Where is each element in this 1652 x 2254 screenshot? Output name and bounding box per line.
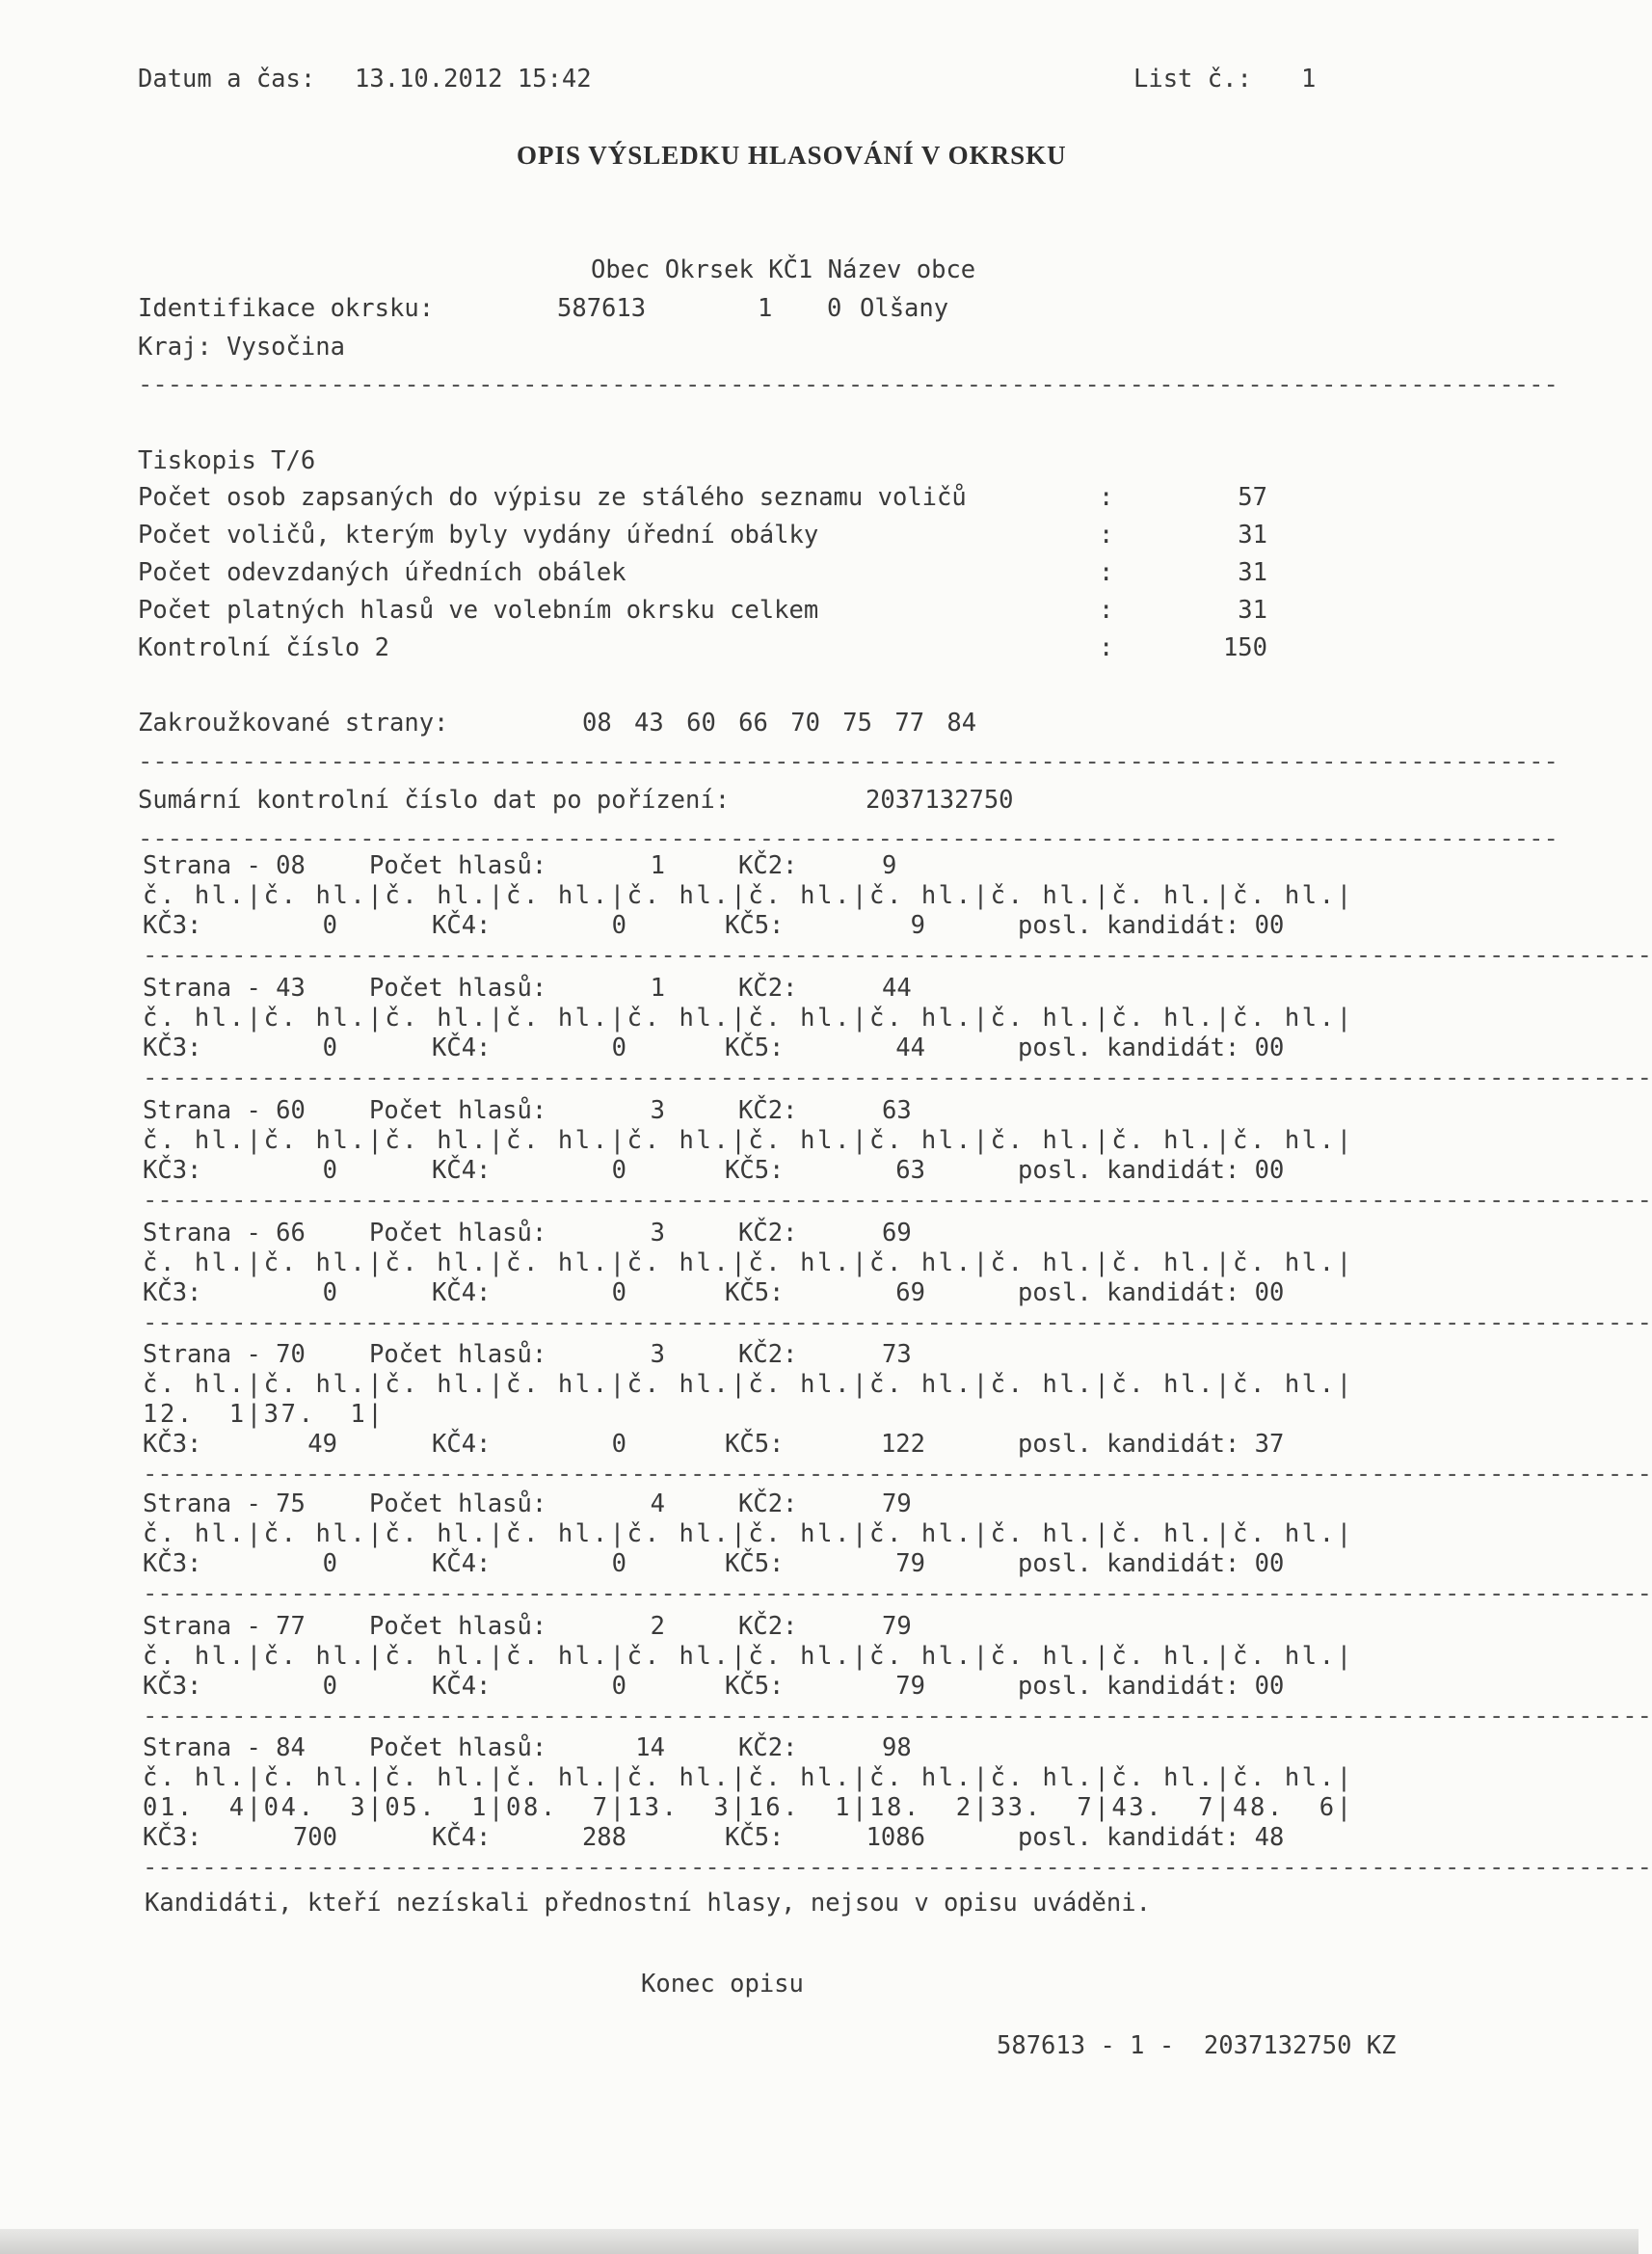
last-candidate: posl. kandidát: 00 [1018,1278,1285,1307]
kc5-value: 63 [895,1156,925,1185]
divider: ------------------------------------------------------------------------------------------------------ [143,1186,1652,1215]
party-number: Strana - 75 [143,1489,306,1518]
form-row-colon: : [1099,483,1114,512]
last-candidate: posl. kandidát: 00 [1018,911,1285,940]
kc4-label: KČ4: [432,1430,492,1459]
kc3-label: KČ3: [143,1156,202,1185]
form-row-label: Počet platných hlasů ve volebním okrsku celkem [138,596,819,625]
kc4-value: 0 [611,1430,626,1459]
kc4-label: KČ4: [432,911,492,940]
district-id-label: Identifikace okrsku: [138,294,435,323]
divider: ------------------------------------------------------------------------------------------------------ [143,1308,1652,1337]
kc3-value: 700 [292,1823,337,1852]
votes-value: 1 [650,851,665,880]
datetime-label: Datum a čas: [138,65,316,94]
kc3-value: 0 [322,1156,337,1185]
kc4-value: 0 [611,1278,626,1307]
kc2-value: 63 [882,1096,912,1125]
form-row-value: 31 [1238,596,1267,625]
kc2-label: KČ2: [738,1219,798,1248]
votes-value: 2 [650,1612,665,1641]
form-row-label: Počet voličů, kterým byly vydány úřední obálky [138,521,819,550]
form-row-label: Počet osob zapsaných do výpisu ze stálého seznamu voličů [138,483,967,512]
kc3-label: KČ3: [143,1672,202,1701]
kc5-value: 44 [895,1033,925,1062]
form-row-value: 31 [1238,558,1267,587]
kc2-label: KČ2: [738,1733,798,1762]
last-candidate: posl. kandidát: 00 [1018,1033,1285,1062]
last-candidate: posl. kandidát: 00 [1018,1672,1285,1701]
sheet-value: 1 [1301,65,1317,94]
datetime-value: 13.10.2012 15:42 [355,65,592,94]
kc3-label: KČ3: [143,911,202,940]
candidate-votes-row: 12. 1|37. 1| [143,1400,386,1429]
kc2-label: KČ2: [738,1612,798,1641]
party-number: Strana - 08 [143,851,306,880]
last-candidate: posl. kandidát: 37 [1018,1430,1285,1459]
last-candidate: posl. kandidát: 00 [1018,1156,1285,1185]
divider: ------------------------------------------------------------------------------------------------------ [143,1063,1652,1092]
votes-label: Počet hlasů: [369,1489,547,1518]
form-title: Tiskopis T/6 [138,446,316,475]
district-obec: 587613 [557,294,647,323]
candidate-header-row: č. hl.|č. hl.|č. hl.|č. hl.|č. hl.|č. hl.|č. hl.|č. hl.|č. hl.|č. hl.| [143,1370,1354,1399]
kc4-value: 0 [611,1033,626,1062]
form-row-value: 57 [1238,483,1267,512]
district-okrsek: 1 [758,294,773,323]
party-number: Strana - 66 [143,1219,306,1248]
kc3-label: KČ3: [143,1033,202,1062]
region: Kraj: Vysočina [138,333,345,362]
district-kc1: 0 [827,294,842,323]
kc5-label: KČ5: [725,911,785,940]
kc4-label: KČ4: [432,1033,492,1062]
summary-label: Sumární kontrolní číslo dat po pořízení: [138,786,731,815]
votes-label: Počet hlasů: [369,1733,547,1762]
kc3-value: 49 [307,1430,337,1459]
kc2-value: 69 [882,1219,912,1248]
kc5-value: 9 [910,911,925,940]
district-col-headers: Obec Okrsek KČ1 Název obce [591,255,976,284]
kc3-value: 0 [322,1278,337,1307]
candidate-header-row: č. hl.|č. hl.|č. hl.|č. hl.|č. hl.|č. hl.|č. hl.|č. hl.|č. hl.|č. hl.| [143,1004,1354,1033]
candidate-votes-row: 01. 4|04. 3|05. 1|08. 7|13. 3|16. 1|18. 2|33. 7|43. 7|48. 6| [143,1793,1354,1822]
kc2-label: KČ2: [738,851,798,880]
divider: ------------------------------------------------------------------------------------------------------ [143,1460,1652,1489]
kc4-value: 0 [611,1156,626,1185]
kc4-label: KČ4: [432,1672,492,1701]
candidate-header-row: č. hl.|č. hl.|č. hl.|č. hl.|č. hl.|č. hl.|č. hl.|č. hl.|č. hl.|č. hl.| [143,1248,1354,1277]
summary-value: 2037132750 [866,786,1014,815]
kc5-value: 69 [895,1278,925,1307]
votes-label: Počet hlasů: [369,851,547,880]
footer-note: Kandidáti, kteří nezískali přednostní hlasy, nejsou v opisu uváděni. [145,1889,1151,1918]
kc2-value: 44 [882,974,912,1003]
kc5-value: 122 [880,1430,925,1459]
kc4-label: KČ4: [432,1278,492,1307]
district-name: Olšany [860,294,949,323]
kc2-label: KČ2: [738,1096,798,1125]
votes-label: Počet hlasů: [369,1096,547,1125]
form-row-label: Kontrolní číslo 2 [138,633,389,662]
scan-edge [0,2229,1639,2254]
kc3-value: 0 [322,1549,337,1578]
votes-value: 3 [650,1096,665,1125]
kc5-label: KČ5: [725,1823,785,1852]
kc3-value: 0 [322,1033,337,1062]
kc4-value: 0 [611,1549,626,1578]
kc2-label: KČ2: [738,1489,798,1518]
circled-label: Zakroužkované strany: [138,709,449,738]
divider: ------------------------------------------------------------------------------------------------------ [143,941,1652,970]
kc5-value: 79 [895,1672,925,1701]
party-number: Strana - 84 [143,1733,306,1762]
kc4-value: 288 [581,1823,626,1852]
votes-label: Počet hlasů: [369,974,547,1003]
form-row-colon: : [1099,558,1114,587]
candidate-header-row: č. hl.|č. hl.|č. hl.|č. hl.|č. hl.|č. hl.|č. hl.|č. hl.|č. hl.|č. hl.| [143,1126,1354,1155]
kc5-label: KČ5: [725,1430,785,1459]
kc5-value: 79 [895,1549,925,1578]
last-candidate: posl. kandidát: 48 [1018,1823,1285,1852]
kc2-label: KČ2: [738,1340,798,1369]
kc4-label: KČ4: [432,1823,492,1852]
candidate-header-row: č. hl.|č. hl.|č. hl.|č. hl.|č. hl.|č. hl.|č. hl.|č. hl.|č. hl.|č. hl.| [143,881,1354,910]
kc5-label: KČ5: [725,1278,785,1307]
form-row-value: 31 [1238,521,1267,550]
votes-value: 3 [650,1340,665,1369]
kc4-value: 0 [611,1672,626,1701]
votes-value: 1 [650,974,665,1003]
kc3-value: 0 [322,1672,337,1701]
divider: ------------------------------------------------------------------------------------------------------ [143,1853,1652,1882]
kc3-value: 0 [322,911,337,940]
form-row-colon: : [1099,596,1114,625]
kc5-label: KČ5: [725,1033,785,1062]
kc3-label: KČ3: [143,1278,202,1307]
form-row-label: Počet odevzdaných úředních obálek [138,558,626,587]
party-number: Strana - 60 [143,1096,306,1125]
kc2-value: 9 [882,851,897,880]
form-row-colon: : [1099,521,1114,550]
party-number: Strana - 43 [143,974,306,1003]
candidate-header-row: č. hl.|č. hl.|č. hl.|č. hl.|č. hl.|č. hl.|č. hl.|č. hl.|č. hl.|č. hl.| [143,1642,1354,1671]
votes-value: 4 [650,1489,665,1518]
divider: ------------------------------------------------------------------------------------------------ [138,747,1559,776]
page-title: OPIS VÝSLEDKU HLASOVÁNÍ V OKRSKU [517,141,1067,170]
votes-value: 3 [650,1219,665,1248]
divider: ------------------------------------------------------------------------------------------------------ [143,1579,1652,1608]
divider: ------------------------------------------------------------------------------------------------ [138,370,1559,399]
footer-code: 587613 - 1 - 2037132750 KZ [997,2031,1397,2060]
kc3-label: KČ3: [143,1549,202,1578]
kc2-value: 79 [882,1489,912,1518]
votes-value: 14 [635,1733,665,1762]
divider: ------------------------------------------------------------------------------------------------------ [143,1702,1652,1731]
kc3-label: KČ3: [143,1430,202,1459]
kc3-label: KČ3: [143,1823,202,1852]
kc5-label: KČ5: [725,1549,785,1578]
kc4-label: KČ4: [432,1156,492,1185]
kc2-label: KČ2: [738,974,798,1003]
circled-values: 08 43 60 66 70 75 77 84 [582,709,977,738]
last-candidate: posl. kandidát: 00 [1018,1549,1285,1578]
kc5-label: KČ5: [725,1672,785,1701]
votes-label: Počet hlasů: [369,1340,547,1369]
divider: ------------------------------------------------------------------------------------------------ [138,824,1559,853]
candidate-header-row: č. hl.|č. hl.|č. hl.|č. hl.|č. hl.|č. hl.|č. hl.|č. hl.|č. hl.|č. hl.| [143,1519,1354,1548]
party-number: Strana - 70 [143,1340,306,1369]
kc5-value: 1086 [866,1823,925,1852]
form-row-colon: : [1099,633,1114,662]
votes-label: Počet hlasů: [369,1612,547,1641]
candidate-header-row: č. hl.|č. hl.|č. hl.|č. hl.|č. hl.|č. hl.|č. hl.|č. hl.|č. hl.|č. hl.| [143,1763,1354,1792]
kc2-value: 73 [882,1340,912,1369]
sheet-label: List č.: [1133,65,1252,94]
party-number: Strana - 77 [143,1612,306,1641]
kc2-value: 79 [882,1612,912,1641]
kc4-label: KČ4: [432,1549,492,1578]
votes-label: Počet hlasů: [369,1219,547,1248]
form-row-value: 150 [1222,633,1267,662]
kc2-value: 98 [882,1733,912,1762]
end-of-report: Konec opisu [641,1970,804,1999]
kc5-label: KČ5: [725,1156,785,1185]
kc4-value: 0 [611,911,626,940]
